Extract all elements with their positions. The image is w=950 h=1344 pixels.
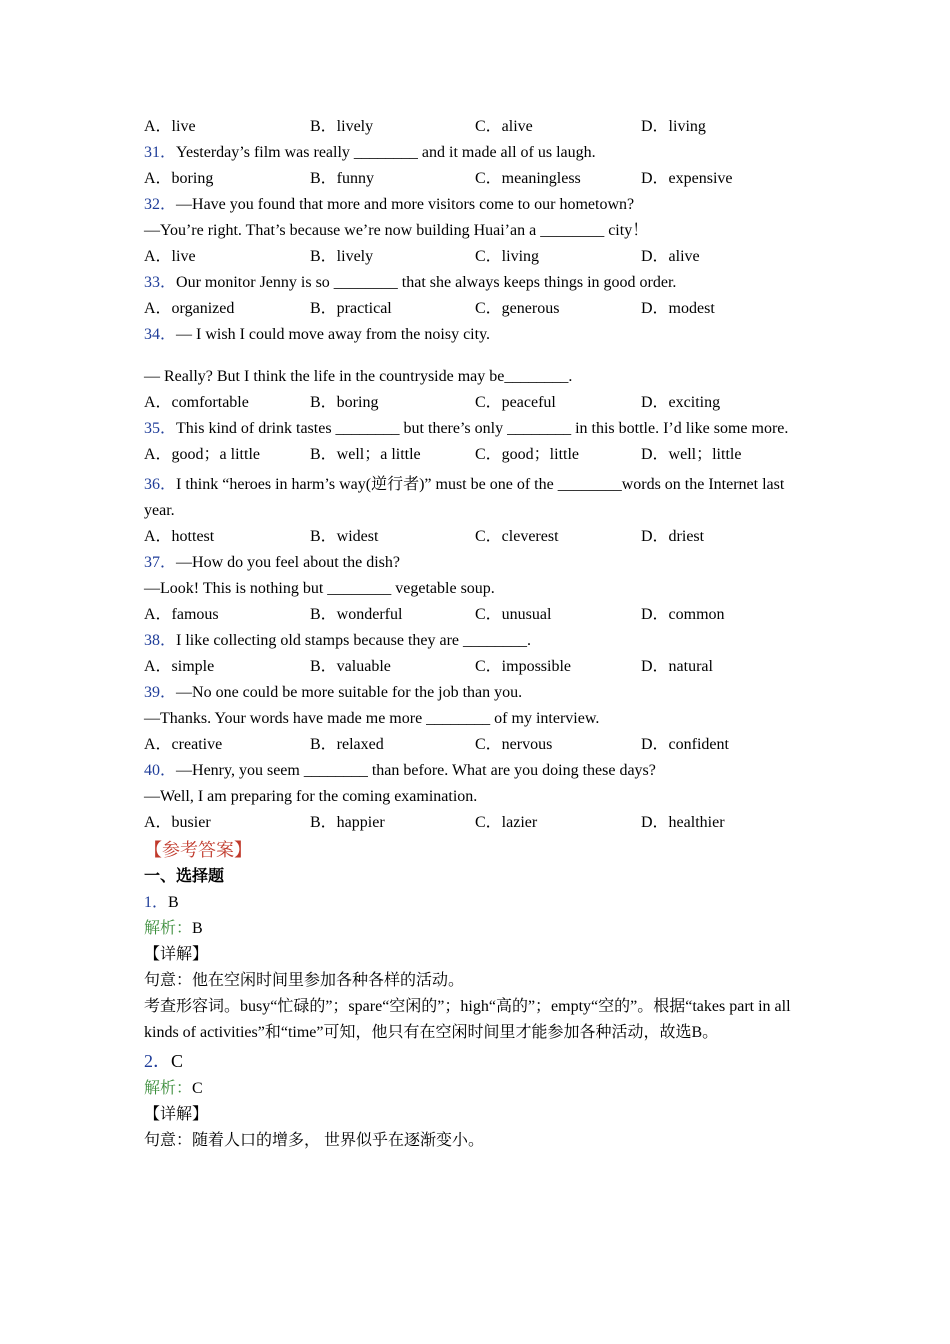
- option-a: A．live: [144, 118, 196, 135]
- section-title: 一、选择题: [144, 868, 225, 885]
- question-text: I like collecting old stamps because they are ________.: [176, 632, 532, 649]
- option-d: D．common: [641, 606, 725, 623]
- option-b: B．well；a little: [310, 446, 421, 463]
- option-b: B．valuable: [310, 658, 391, 675]
- question-37: [144, 550, 804, 576]
- detail-label: 【详解】: [144, 1106, 209, 1123]
- answer-value: C: [171, 1051, 184, 1071]
- detail-label: 【详解】: [144, 946, 209, 963]
- option-a: A．busier: [144, 814, 211, 831]
- option-a: A．simple: [144, 658, 215, 675]
- detail-line-2: 考查形容词。busy“忙碌的”；spare“空闲的”；high“高的”；empty“空的”。根据“takes part in all kinds of activities”和“time”可知，他只有在空闲时间里才能参加各种活动，故选B。: [144, 998, 791, 1041]
- option-d: D．natural: [641, 658, 713, 675]
- question-number: 35．: [144, 420, 177, 437]
- question-number: 34．: [144, 326, 177, 343]
- option-a: A．organized: [144, 300, 235, 317]
- question-39-line-2: —Thanks. Your words have made me more ________ of my interview.: [144, 710, 600, 727]
- option-a: A．hottest: [144, 528, 215, 545]
- option-a: A．creative: [144, 736, 223, 753]
- question-number: 40．: [144, 762, 177, 779]
- q32-options: [144, 244, 804, 270]
- answer-heading: 【参考答案】: [144, 840, 252, 860]
- q40-options: [144, 810, 804, 836]
- option-d: D．alive: [641, 248, 700, 265]
- question-34-line-2: — Really? But I think the life in the countryside may be________.: [144, 368, 573, 385]
- q37-options: [144, 602, 804, 628]
- option-a: A．famous: [144, 606, 219, 623]
- question-number: 36．: [144, 476, 177, 493]
- analysis-2: [144, 1076, 804, 1102]
- analysis-label: 解析：: [144, 1080, 193, 1097]
- q38-options: [144, 654, 804, 680]
- option-b: B．lively: [310, 248, 374, 265]
- option-d: D．confident: [641, 736, 729, 753]
- option-c: C．cleverest: [475, 528, 559, 545]
- option-b: B．practical: [310, 300, 392, 317]
- question-text: —No one could be more suitable for the job than you.: [176, 684, 523, 701]
- option-c: C．lazier: [475, 814, 538, 831]
- q36-options: [144, 524, 804, 550]
- question-38: [144, 628, 804, 654]
- option-c: C．alive: [475, 118, 533, 135]
- q33-options: [144, 296, 804, 322]
- option-c: C．unusual: [475, 606, 552, 623]
- option-b: B．widest: [310, 528, 379, 545]
- question-35: [144, 416, 804, 442]
- analysis-value: B: [192, 920, 203, 937]
- option-b: B．funny: [310, 170, 375, 187]
- option-c: C．peaceful: [475, 394, 556, 411]
- detail-line-1: 句意：他在空闲时间里参加各种各样的活动。: [144, 972, 465, 989]
- document-page: [144, 114, 804, 1154]
- option-b: B．happier: [310, 814, 385, 831]
- option-b: B．boring: [310, 394, 379, 411]
- option-b: B．lively: [310, 118, 374, 135]
- spacer: [144, 348, 804, 364]
- analysis-value: C: [192, 1080, 203, 1097]
- option-c: C．living: [475, 248, 540, 265]
- question-number: 33．: [144, 274, 177, 291]
- option-c: C．impossible: [475, 658, 572, 675]
- option-a: A．live: [144, 248, 196, 265]
- option-d: D．exciting: [641, 394, 721, 411]
- answer-1: [144, 890, 804, 916]
- q34-options: [144, 390, 804, 416]
- question-text: — I wish I could move away from the noisy city.: [176, 326, 491, 343]
- question-number: 38．: [144, 632, 177, 649]
- q35-options: [144, 442, 804, 468]
- question-number: 31．: [144, 144, 177, 161]
- option-c: C．generous: [475, 300, 560, 317]
- question-32: [144, 192, 804, 218]
- question-text: Yesterday’s film was really ________ and it made all of us laugh.: [176, 144, 596, 161]
- question-40: [144, 758, 804, 784]
- answer-number: 1．: [144, 894, 169, 911]
- question-34: [144, 322, 804, 348]
- question-text: Our monitor Jenny is so ________ that she always keeps things in good order.: [176, 274, 677, 291]
- q31-options: [144, 166, 804, 192]
- question-text: I think “heroes in harm’s way(逆行者)” must be one of the ________words on the Internet last year.: [144, 476, 785, 519]
- question-31: [144, 140, 804, 166]
- question-number: 39．: [144, 684, 177, 701]
- analysis-label: 解析：: [144, 920, 193, 937]
- option-c: C．good；little: [475, 446, 580, 463]
- option-d: D．expensive: [641, 170, 733, 187]
- answer-value: B: [168, 894, 179, 911]
- question-33: [144, 270, 804, 296]
- option-c: C．meaningless: [475, 170, 581, 187]
- question-39: [144, 680, 804, 706]
- question-36: [144, 472, 804, 524]
- option-d: D．well；little: [641, 446, 742, 463]
- option-d: D．living: [641, 118, 706, 135]
- option-b: B．relaxed: [310, 736, 384, 753]
- detail-line-1: 句意：随着人口的增多， 世界似乎在逐渐变小。: [144, 1132, 485, 1149]
- option-d: D．modest: [641, 300, 715, 317]
- question-32-line-2: —You’re right. That’s because we’re now building Huai’an a ________ city！: [144, 222, 649, 239]
- option-d: D．driest: [641, 528, 705, 545]
- q39-options: [144, 732, 804, 758]
- option-b: B．wonderful: [310, 606, 403, 623]
- option-a: A．good；a little: [144, 446, 260, 463]
- question-text: —How do you feel about the dish?: [176, 554, 400, 571]
- question-number: 37．: [144, 554, 177, 571]
- option-c: C．nervous: [475, 736, 553, 753]
- q30-options: [144, 114, 804, 140]
- answer-2: [144, 1046, 804, 1076]
- option-a: A．boring: [144, 170, 214, 187]
- question-text: —Henry, you seem ________ than before. What are you doing these days?: [176, 762, 656, 779]
- question-text: This kind of drink tastes ________ but there’s only ________ in this bottle. I’d like some more.: [176, 420, 789, 437]
- answer-number: 2．: [144, 1051, 171, 1071]
- question-40-line-2: —Well, I am preparing for the coming examination.: [144, 788, 478, 805]
- question-37-line-2: —Look! This is nothing but ________ vegetable soup.: [144, 580, 495, 597]
- question-number: 32．: [144, 196, 177, 213]
- option-d: D．healthier: [641, 814, 725, 831]
- question-text: —Have you found that more and more visitors come to our hometown?: [176, 196, 635, 213]
- option-a: A．comfortable: [144, 394, 249, 411]
- analysis-1: [144, 916, 804, 942]
